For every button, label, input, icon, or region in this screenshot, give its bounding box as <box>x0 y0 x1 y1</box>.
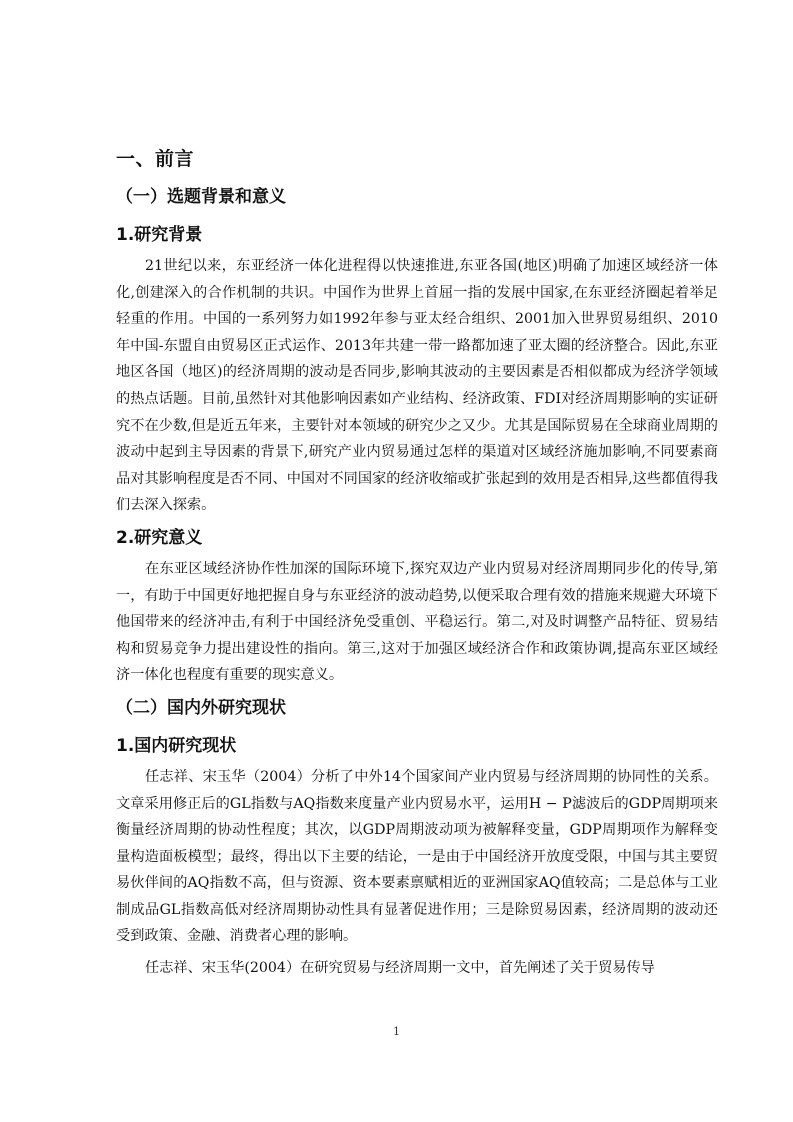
subsection-title-research-status: （二）国内外研究现状 <box>116 697 286 718</box>
paragraph-domestic-research-2: 任志祥、宋玉华(2004）在研究贸易与经济周期一文中，首先阐述了关于贸易传导 <box>145 960 655 977</box>
section-title: 一、前言 <box>116 148 195 170</box>
page-number: 1 <box>393 1025 400 1038</box>
subsection-title-background: （一）选题背景和意义 <box>116 187 286 207</box>
heading-domestic-research: 1.国内研究现状 <box>116 735 237 756</box>
paragraph-research-significance: 在东亚区域经济协作性加深的国际环境下,探究双边产业内贸易对经济周期同步化的传导,第一，有助于中国更好地把握自身与东亚经济的波动趋势,以便采取合理有效的措施来规避大环境下他国带来的经济冲击,有利于中国经济免受重创、平稳运行。第二,对及时调整产品特征、贸易结构和贸易竞争力提出建设性的指向。第三,这对于加强区域经济合作和政策协调,提高东亚区域经济一体化也程度有重要的现实意义。 <box>116 560 718 684</box>
paragraph-research-background: 21世纪以来，东亚经济一体化进程得以快速推进,东亚各国(地区)明确了加速区域经济一体化,创建深入的合作机制的共识。中国作为世界上首屈一指的发展中国家,在东亚经济圈起着举足轻重的作用。中国的一系列努力如1992年参与亚太经合组织、2001加入世界贸易组织、2010年中国-东盟自由贸易区正式运作、2013年共建一带一路都加速了亚太圈的经济整合。因此,东亚地区各国（地区)的经济周期的波动是否同步,影响其波动的主要因素是否相似都成为经济学领域的热点话题。目前,虽然针对其他影响因素如产业结构、经济政策、FDI对经济周期影响的实证研究不在少数,但是近五年来，主要针对本领域的研究少之又少。尤其是国际贸易在全球商业周期的波动中起到主导因素的背景下,研究产业内贸易通过怎样的渠道对区域经济施加影响,不同要素商品对其影响程度是否不同、中国对不同国家的经济收缩或扩张起到的效用是否相异,这些都值得我们去深入探索。 <box>116 258 718 514</box>
heading-research-background: 1.研究背景 <box>116 225 203 245</box>
page-content <box>116 145 718 987</box>
paragraph-domestic-research-1: 任志祥、宋玉华（2004）分析了中外14个国家间产业内贸易与经济周期的协同性的关系。文章采用修正后的GL指数与AQ指数来度量产业内贸易水平，运用H − P滤波后的GDP周期项来衡量经济周期的协动性程度；其次，以GDP周期波动项为被解释变量，GDP周期项作为解释变量构造面板模型；最终，得出以下主要的结论，一是由于中国经济开放度受限，中国与其主要贸易伙伴间的AQ指数不高，但与资源、资本要素禀赋相近的亚洲国家AQ值较高；二是总体与工业制成品GL指数高低对经济周期协动性具有显著促进作用；三是除贸易因素，经济周期的波动还受到政策、金融、消费者心理的影响。 <box>116 768 718 945</box>
heading-research-significance: 2.研究意义 <box>116 527 203 548</box>
